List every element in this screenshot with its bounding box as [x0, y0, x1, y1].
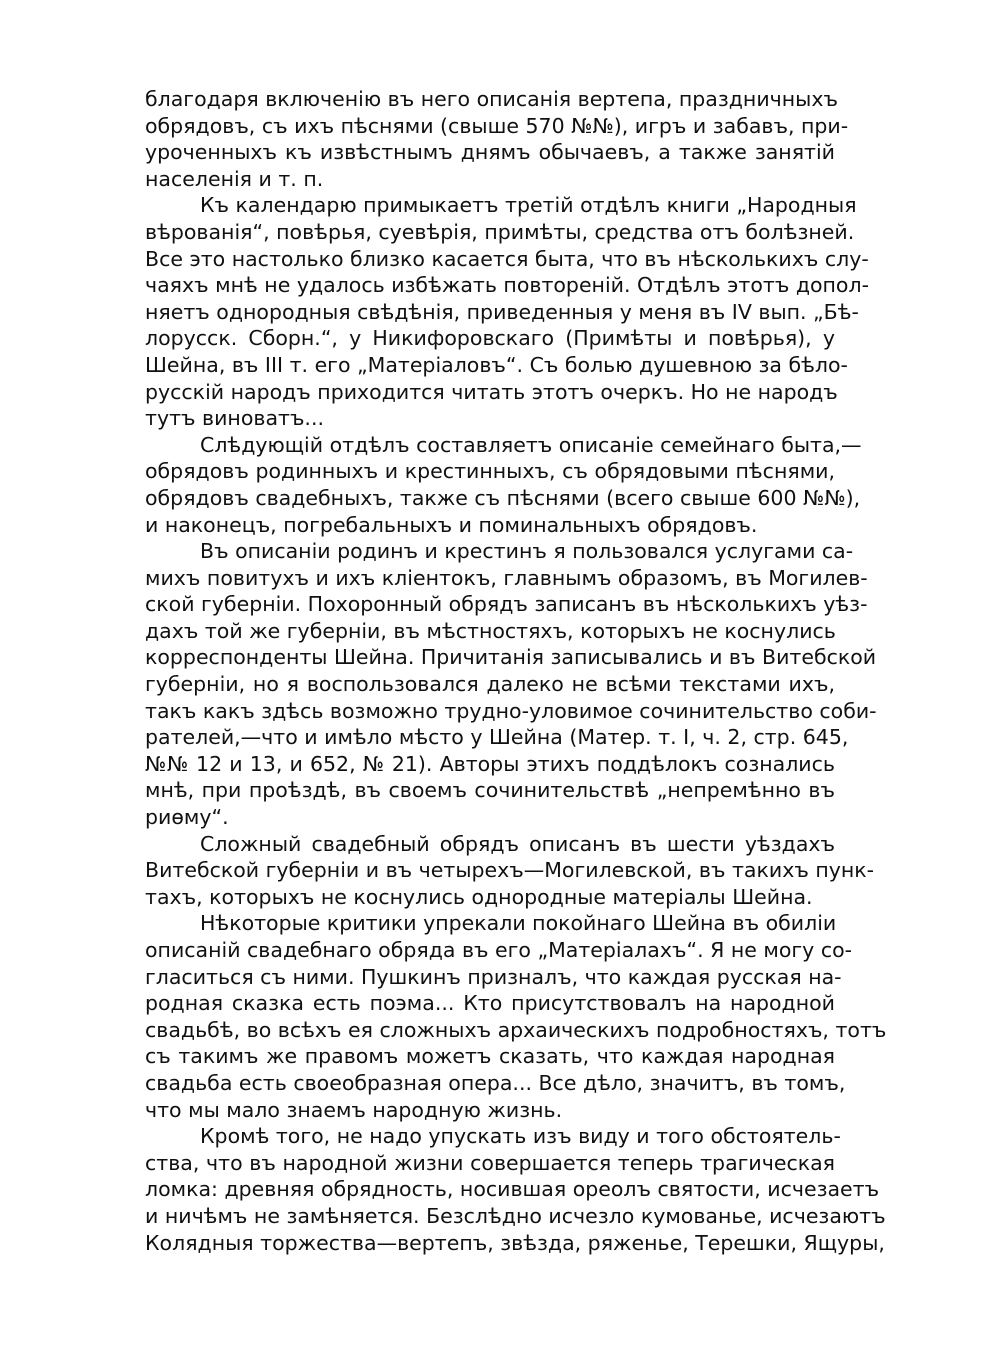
- paragraph: [145, 432, 862, 538]
- text-line: №№ 12 и 13, и 652, № 21). Авторы этихъ поддѣлокъ сознались: [145, 751, 835, 776]
- text-line: родная сказка есть поэма... Кто присутствовалъ на народной: [145, 991, 835, 1016]
- text-line: михъ повитухъ и ихъ кліентокъ, главнымъ образомъ, въ Могилев-: [145, 565, 868, 590]
- text-line: Сложный свадебный обрядъ описанъ въ шести уѣздахъ: [200, 831, 835, 856]
- text-line: свадьбѣ, во всѣхъ ея сложныхъ архаическихъ подробностяхъ, тотъ: [145, 1017, 887, 1042]
- text-line: ства, что въ народной жизни совершается теперь трагическая: [145, 1150, 835, 1175]
- paragraph: [145, 831, 875, 911]
- text-line: съ такимъ же правомъ можетъ сказать, что каждая народная: [145, 1044, 835, 1069]
- text-line: тахъ, которыхъ не коснулись однородные матеріалы Шейна.: [145, 884, 813, 909]
- text-line: Колядныя торжества—вертепъ, звѣзда, ряженье, Терешки, Ящуры,: [145, 1230, 885, 1255]
- text-line: мнѣ, при проѣздѣ, въ своемъ сочинительствѣ „непремѣнно въ: [145, 778, 835, 803]
- text-line: такъ какъ здѣсь возможно трудно-уловимое сочинительство соби-: [145, 698, 877, 723]
- text-line: что мы мало знаемъ народную жизнь.: [145, 1097, 563, 1122]
- text-line: ской губерніи. Похоронный обрядъ записанъ въ нѣсколькихъ уѣз-: [145, 592, 868, 617]
- text-line: рателей,—что и имѣло мѣсто у Шейна (Матер. т. I, ч. 2, стр. 645,: [145, 725, 849, 750]
- paragraph: [145, 192, 869, 431]
- text-line: дахъ той же губерніи, въ мѣстностяхъ, которыхъ не коснулись: [145, 618, 836, 643]
- text-line: благодаря включенію въ него описанія вертепа, праздничныхъ: [145, 87, 838, 111]
- text-line: риѳму“.: [145, 805, 229, 830]
- text-line: Все это настолько близко касается быта, что въ нѣсколькихъ слу-: [145, 246, 869, 271]
- text-line: корреспонденты Шейна. Причитанія записывались и въ Витебской: [145, 645, 877, 670]
- text-line: няетъ однородныя свѣдѣнія, приведенныя у меня въ IV вып. „Бѣ-: [145, 299, 859, 324]
- text-line: лорусск. Сборн.“, у Никифоровскаго (Примѣты и повѣрья), у: [145, 326, 835, 351]
- text-line: тутъ виноватъ...: [145, 406, 324, 431]
- paragraph: [145, 86, 849, 192]
- text-line: Кромѣ того, не надо упускать изъ виду и того обстоятель-: [200, 1124, 841, 1149]
- text-line: обрядовъ родинныхъ и крестинныхъ, съ обрядовыми пѣснями,: [145, 459, 835, 484]
- paragraph: [145, 538, 877, 831]
- text-line: населенія и т. п.: [145, 166, 324, 191]
- text-line: свадьба есть своеобразная опера... Все дѣло, значитъ, въ томъ,: [145, 1070, 846, 1095]
- text-line: обрядовъ, съ ихъ пѣснями (свыше 570 №№), игръ и забавъ, при-: [145, 113, 849, 138]
- text-line: ломка: древняя обрядность, носившая ореолъ святости, исчезаетъ: [145, 1177, 880, 1202]
- text-line: и ничѣмъ не замѣняется. Безслѣдно исчезло кумованье, исчезаютъ: [145, 1203, 886, 1228]
- text-line: чаяхъ мнѣ не удалось избѣжать повтореній. Отдѣлъ этотъ допол-: [145, 273, 869, 298]
- text-line: Въ описаніи родинъ и крестинъ я пользовался услугами са-: [200, 539, 854, 564]
- text-line: Къ календарю примыкаетъ третій отдѣлъ книги „Народныя: [200, 193, 857, 218]
- text-line: русскій народъ приходится читать этотъ очеркъ. Но не народъ: [145, 379, 838, 404]
- text-line: Шейна, въ III т. его „Матеріаловъ“. Съ болью душевною за бѣло-: [145, 352, 848, 377]
- text-line: Слѣдующій отдѣлъ составляетъ описаніе семейнаго быта,—: [200, 432, 862, 457]
- text-line: и наконецъ, погребальныхъ и поминальныхъ обрядовъ.: [145, 512, 758, 537]
- text-line: обрядовъ свадебныхъ, также съ пѣснями (всего свыше 600 №№),: [145, 485, 861, 510]
- paragraph: [145, 1123, 886, 1256]
- text-line: уроченныхъ къ извѣстнымъ днямъ обычаевъ, а также занятій: [145, 140, 835, 165]
- body-text: [145, 86, 887, 1256]
- paragraph: [145, 910, 887, 1123]
- text-line: гласиться съ ними. Пушкинъ призналъ, что каждая русская на-: [145, 964, 842, 989]
- text-line: описаній свадебнаго обряда въ его „Матеріалахъ“. Я не могу со-: [145, 938, 853, 962]
- text-line: губерніи, но я воспользовался далеко не всѣми текстами ихъ,: [145, 672, 835, 697]
- text-line: Нѣкоторые критики упрекали покойнаго Шейна въ обиліи: [200, 911, 837, 936]
- text-line: вѣрованія“, повѣрья, суевѣрія, примѣты, средства отъ болѣзней.: [145, 219, 855, 244]
- text-line: Витебской губерніи и въ четырехъ—Могилевской, въ такихъ пунк-: [145, 858, 875, 883]
